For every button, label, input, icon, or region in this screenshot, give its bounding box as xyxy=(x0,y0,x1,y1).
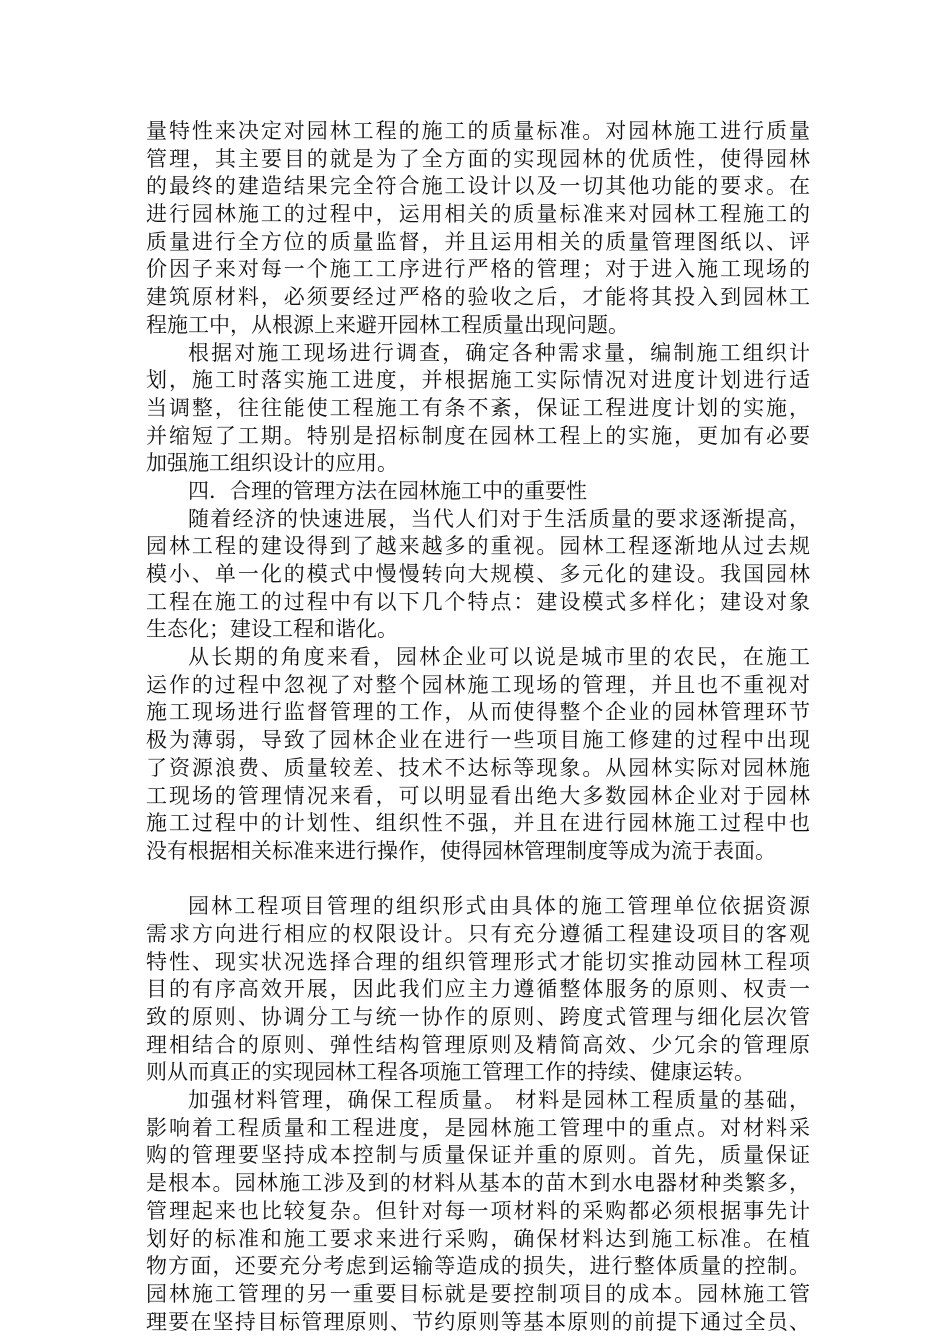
text-line: 运作的过程中忽视了对整个园林施工现场的管理，并且也不重视对 xyxy=(146,672,810,697)
text-line: 是根本。园林施工涉及到的材料从基本的苗木到水电器材种类繁多， xyxy=(146,1171,810,1196)
text-line: 程施工中，从根源上来避开园林工程质量出现问题。 xyxy=(146,312,629,337)
text-line: 管理起来也比较复杂。但针对每一项材料的采购都必须根据事先计 xyxy=(146,1198,810,1223)
paragraph-quality-management xyxy=(146,118,810,340)
paragraph-long-term-view xyxy=(146,644,810,866)
text-line: 并缩短了工期。特别是招标制度在园林工程上的实施，更加有必要 xyxy=(146,423,810,448)
paragraph-material-management xyxy=(146,1087,810,1336)
blank-line xyxy=(146,866,810,894)
text-line: 的最终的建造结果完全符合施工设计以及一切其他功能的要求。在 xyxy=(146,174,810,199)
text-line: 模小、单一化的模式中慢慢转向大规模、多元化的建设。我国园林 xyxy=(146,562,810,586)
text-line: 物方面，还要充分考虑到运输等造成的损失，进行整体质量的控制。 xyxy=(146,1254,810,1279)
text-line: 了资源浪费、质量较差、技术不达标等现象。从园林实际对园林施 xyxy=(146,755,810,780)
text-line: 园林工程项目管理的组织形式由具体的施工管理单位依据资源 xyxy=(188,894,810,919)
text-line: 建筑原材料，必须要经过严格的验收之后，才能将其投入到园林工 xyxy=(146,285,810,310)
text-line: 理要在坚持目标管理原则、节约原则等基本原则的前提下通过全员、 xyxy=(146,1309,810,1334)
section-heading xyxy=(146,478,810,506)
text-line: 则从而真正的实现园林工程各项施工管理工作的持续、健康运转。 xyxy=(146,1060,755,1085)
text-line: 当调整，往往能使工程施工有条不紊，保证工程进度计划的实施， xyxy=(146,395,810,420)
paragraph-construction-organization xyxy=(146,340,810,478)
text-line: 加强材料管理，确保工程质量。 材料是园林工程质量的基础， xyxy=(188,1088,810,1113)
text-line: 影响着工程质量和工程进度，是园林施工管理中的重点。对材料采 xyxy=(146,1115,810,1140)
text-line: 理相结合的原则、弹性结构管理原则及精简高效、少冗余的管理原 xyxy=(146,1032,810,1057)
text-line: 划好的标准和施工要求来进行采购，确保材料达到施工标准。在植 xyxy=(146,1226,810,1251)
text-line: 致的原则、协调分工与统一协作的原则、跨度式管理与细化层次管 xyxy=(146,1005,810,1029)
text-line: 价因子来对每一个施工工序进行严格的管理；对于进入施工现场的 xyxy=(146,257,810,282)
text-line: 目的有序高效开展，因此我们应主力遵循整体服务的原则、权责一 xyxy=(146,977,810,1002)
text-line: 工程在施工的过程中有以下几个特点：建设模式多样化；建设对象 xyxy=(146,589,810,614)
text-line: 施工过程中的计划性、组织性不强，并且在进行园林施工过程中也 xyxy=(146,811,810,836)
text-line: 质量进行全方位的质量监督，并且运用相关的质量管理图纸以、评 xyxy=(146,229,810,254)
paragraph-organization-form xyxy=(146,893,810,1087)
text-line: 加强施工组织设计的应用。 xyxy=(146,451,398,476)
text-line: 进行园林施工的过程中，运用相关的质量标准来对园林工程施工的 xyxy=(146,202,810,227)
text-line: 从长期的角度来看，园林企业可以说是城市里的农民，在施工 xyxy=(188,645,810,670)
text-line: 工现场的管理情况来看，可以明显看出绝大多数园林企业对于园林 xyxy=(146,783,810,808)
document-page xyxy=(146,118,810,1336)
text-line: 根据对施工现场进行调查，确定各种需求量，编制施工组织计 xyxy=(188,340,810,365)
text-line: 购的管理要坚持成本控制与质量保证并重的原则。首先，质量保证 xyxy=(146,1143,810,1168)
text-line: 需求方向进行相应的权限设计。只有充分遵循工程建设项目的客观 xyxy=(146,921,810,946)
text-line: 随着经济的快速进展，当代人们对于生活质量的要求逐渐提高， xyxy=(188,506,810,531)
text-line: 极为薄弱，导致了园林企业在进行一些项目施工修建的过程中出现 xyxy=(146,728,810,753)
text-line: 管理，其主要目的就是为了全方面的实现园林的优质性，使得园林 xyxy=(146,146,810,171)
section-heading-text: 四．合理的管理方法在园林施工中的重要性 xyxy=(188,478,587,503)
text-line: 园林工程的建设得到了越来越多的重视。园林工程逐渐地从过去规 xyxy=(146,534,810,559)
text-line: 划，施工时落实施工进度，并根据施工实际情况对进度计划进行适 xyxy=(146,368,810,393)
text-line: 量特性来决定对园林工程的施工的质量标准。对园林施工进行质量 xyxy=(146,119,810,143)
text-line: 生态化；建设工程和谐化。 xyxy=(146,617,398,642)
text-line: 施工现场进行监督管理的工作，从而使得整个企业的园林管理环节 xyxy=(146,700,810,725)
text-line: 特性、现实状况选择合理的组织管理形式才能切实推动园林工程项 xyxy=(146,949,810,974)
text-line: 没有根据相关标准来进行操作，使得园林管理制度等成为流于表面。 xyxy=(146,838,776,863)
text-line: 园林施工管理的另一重要目标就是要控制项目的成本。园林施工管 xyxy=(146,1281,810,1306)
paragraph-economic-development xyxy=(146,506,810,644)
